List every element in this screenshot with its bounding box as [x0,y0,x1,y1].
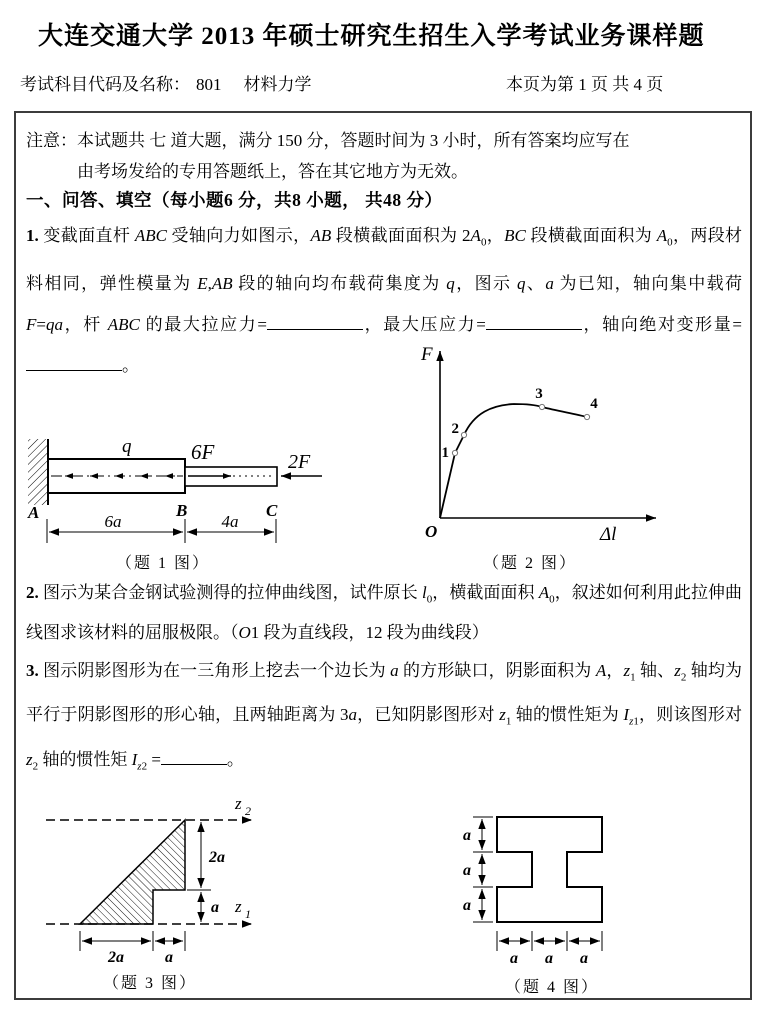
section-heading: 一、问答、填空（每小题6 分，共8 小题， 共48 分） [26,190,443,210]
fig3-dim-mid-label: a [211,899,219,916]
fig4-dim-bottom-3: a [580,950,588,967]
fig1-load-label: q [122,436,132,457]
fig1-point-b: B [176,501,188,520]
fig2-point2-label: 2 [451,421,459,437]
fig1-caption: （题 1 图） [115,555,211,572]
page-title: 大连交通大学 2013 年硕士研究生招生入学考试业务课样题 [38,23,705,50]
fig4-dim-bottom-2: a [545,950,553,967]
fig3-dim-base-left-label: 2a [108,949,124,966]
subject-label: 考试科目代码及名称： [20,75,190,94]
fig4-dim-bottom-1: a [510,950,518,967]
answer-blank [486,314,582,330]
figure-1-bar-diagram [25,335,380,580]
question-1: 1. 变截面直杆 ABC 受轴向力如图示，AB 段横截面面积为 $2A_0$，BC 段横截面面积为 $A_0$，两段材料相同，弹性模量为 E,AB 段的轴向均布载荷集度为 q，图示 q、a 为已知，轴向集中载荷 F=qa，杆 ABC 的最大拉应力= ，最大压应力= ，轴向绝对变形量=。 [26,226,743,376]
fig4-caption: （题 4 图） [504,979,600,996]
fig3-caption: （题 3 图） [102,975,198,992]
notice-line1: 注意：本试题共 七 道大题，满分 150 分，答题时间为 3 小时，所有答案均应写在 [26,131,630,150]
fig1-dim-bc-label: 4a [221,512,239,531]
fig4-dim-left-2: a [463,862,471,879]
question-3: 3. 图示阴影图形为在一三角形上挖去一个边长为 a 的方形缺口，阴影面积为 A，$z_1$ 轴、$z_2$ 轴均为平行于阴影图形的形心轴，且两轴距离为 3a，已知阴影图形对 $z_1$ 轴的惯性矩为 $I_{z1}$，则该图形对 $z_2$ 轴的惯性矩 $I_{z2}$ = 。 [26,661,743,773]
fig2-y-axis-label: F [421,344,433,365]
fig1-point-a: A [28,503,40,522]
course-code: 801 [196,75,222,94]
fig4-dim-left-3: a [463,897,471,914]
content-box [14,111,752,1000]
course-name: 材料力学 [243,75,312,94]
figure-2-tension-curve [390,335,762,580]
notice-line2: 由考场发给的专用答题纸上，答在其它地方为无效。 [77,162,468,181]
answer-blank [267,314,363,330]
shaded-triangle [80,820,185,924]
fig2-point1-label: 1 [441,445,449,461]
wall-hatch [28,439,48,505]
fig3-axis-z1-label: z [235,897,242,916]
figure-4-i-section [450,790,665,1000]
page-number-info: 本页为第 1 页 共 4 页 [506,75,664,94]
fig3-dim-base-right-label: a [165,949,173,966]
answer-blank [161,749,227,765]
fig1-dim-ab-label: 6a [104,512,122,531]
notice [26,125,740,187]
fig2-point4-label: 4 [590,396,598,412]
fig1-force-b-label: 6F [191,440,215,464]
fig3-axis-z2-label: z [235,794,242,813]
fig4-left-ticks [473,817,493,922]
fig1-point-c: C [266,501,278,520]
fig4-dim-left-1: a [463,827,471,844]
tension-curve [440,404,587,518]
question-2: 2. 图示为某合金钢试验测得的拉伸曲线图，试件原长 $l_0$，横截面面积 $A_0$，叙述如何利用此拉伸曲线图求该材料的屈服极限。（O1 段为直线段，12 段为曲线段） [26,583,743,643]
fig3-axis-z2-sub: 2 [245,804,251,818]
fig1-dimension-ticks [47,519,276,543]
fig2-caption: （题 2 图） [482,555,578,572]
fig1-force-c-label: 2F [288,451,311,473]
subject-row [20,70,752,95]
fig2-point3-label: 3 [535,386,543,402]
figure-3-triangle-section [30,785,350,1000]
fig3-dim-top-label: 2a [209,849,225,866]
fig2-x-axis-label: Δl [600,524,617,545]
fig3-axis-z1-sub: 1 [245,907,251,921]
i-section-outline [497,817,602,922]
fig2-origin-label: O [425,522,438,541]
